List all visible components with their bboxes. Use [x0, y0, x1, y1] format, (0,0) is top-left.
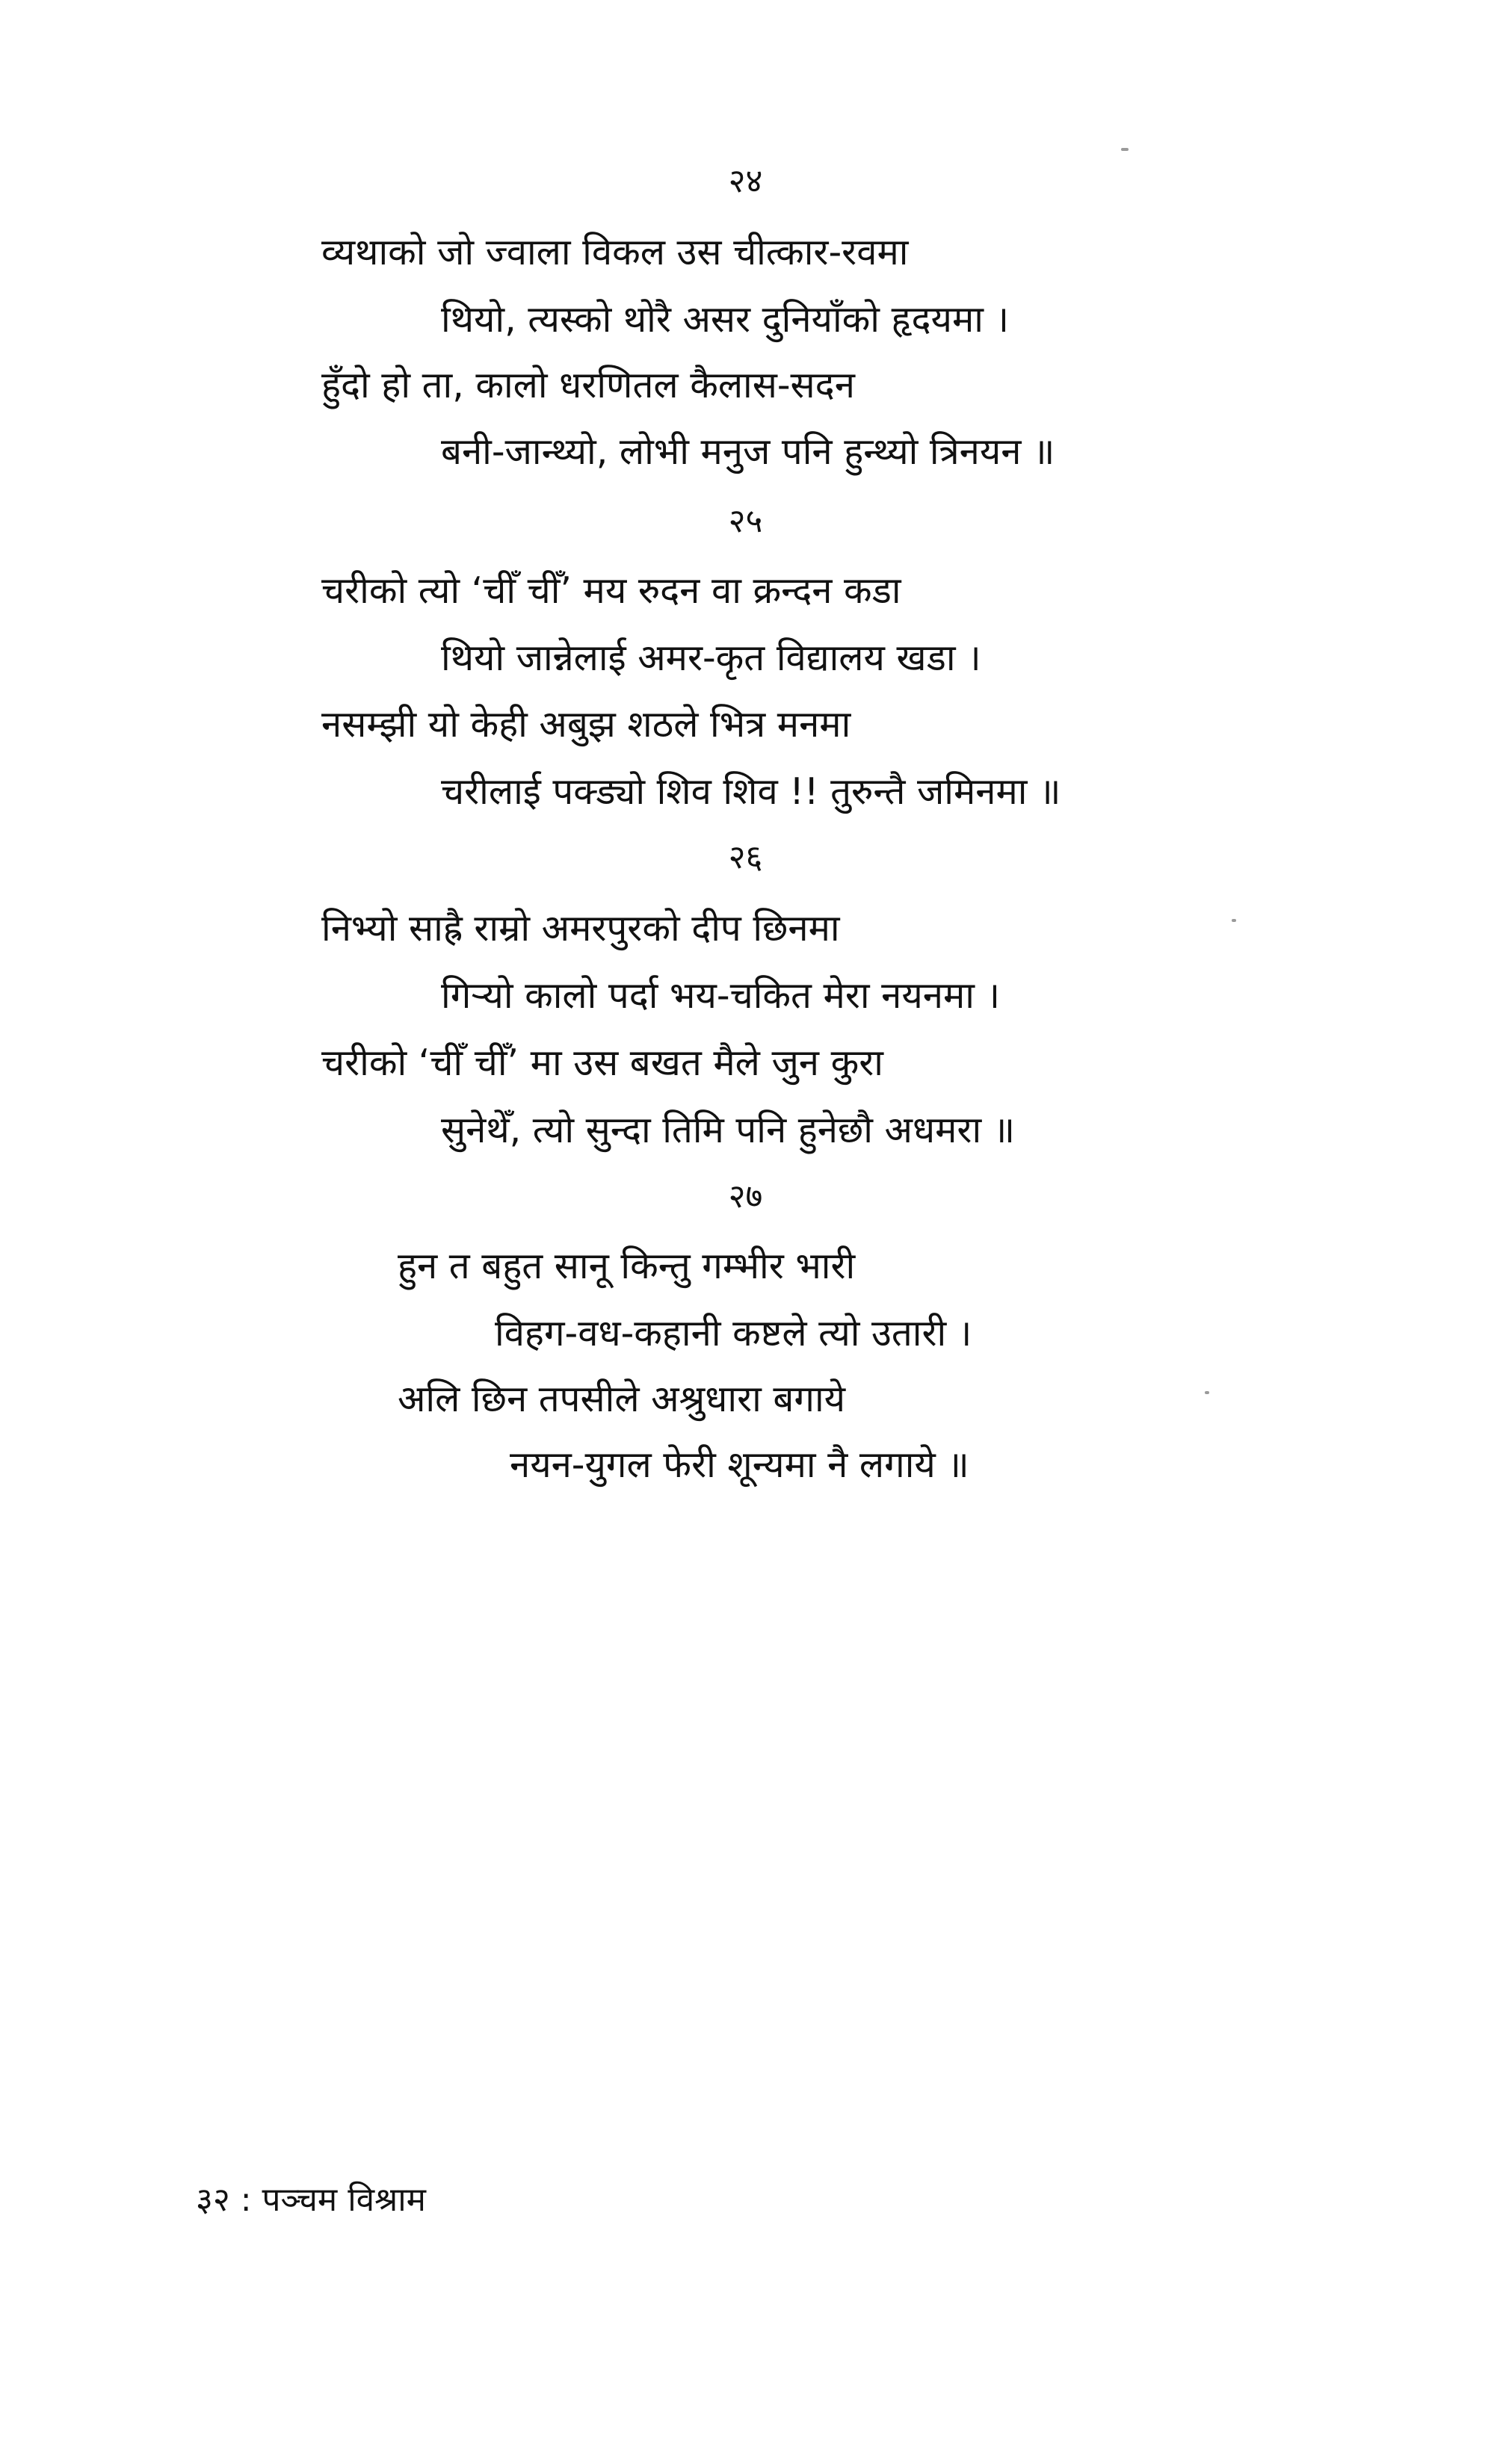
stanza-number: २७: [728, 1177, 763, 1216]
verse-line: विहग-वध-कहानी कष्टले त्यो उतारी ।: [495, 1312, 972, 1355]
verse-line: थियो जान्नेलाई अमर-कृत विद्यालय खडा ।: [441, 637, 981, 679]
verse-line: अलि छिन तपसीले अश्रुधारा बगाये: [398, 1378, 846, 1420]
verse-line: बनी-जान्थ्यो, लोभी मनुज पनि हुन्थ्यो त्रिनयन ॥: [441, 430, 1055, 473]
verse-line: नसम्झी यो केही अबुझ शठले भित्र मनमा: [321, 703, 851, 746]
verse-line: निभ्यो साह्रै राम्रो अमरपुरको दीप छिनमा: [321, 907, 840, 950]
stanza-number: २४: [728, 162, 763, 200]
verse-line: चरीलाई पक्ड्यो शिव शिव !! तुरुन्तै जमिनमा ॥: [441, 770, 1061, 813]
verse-line: गिऱ्यो कालो पर्दा भय-चकित मेरा नयनमा ।: [441, 974, 1001, 1017]
verse-line: हुँदो हो ता, कालो धरणितल कैलास-सदन: [321, 364, 855, 406]
stanza-number: २६: [728, 838, 763, 876]
stanza-number: २५: [728, 502, 763, 540]
verse-line: चरीको त्यो ‘चीँ चीँ’ मय रुदन वा क्रन्दन कडा: [321, 569, 901, 612]
verse-line: थियो, त्यस्को थोरै असर दुनियाँको हृदयमा ।: [441, 298, 1010, 341]
print-speck: [1232, 919, 1236, 922]
print-speck: [1205, 1391, 1209, 1394]
verse-line: हुन त बहुत सानू किन्तु गम्भीर भारी: [398, 1245, 856, 1287]
verse-line: चरीको ‘चीँ चीँ’ मा उस बखत मैले जुन कुरा: [321, 1041, 883, 1084]
page-footer: ३२ : पञ्चम विश्राम: [196, 2181, 426, 2219]
verse-line: व्यथाको जो ज्वाला विकल उस चीत्कार-रवमा: [321, 231, 909, 273]
verse-line: सुनेथेँ, त्यो सुन्दा तिमि पनि हुनेछौ अधमरा ॥: [441, 1109, 1016, 1151]
verse-line: नयन-युगल फेरी शून्यमा नै लगाये ॥: [510, 1443, 969, 1486]
print-speck: [1121, 148, 1129, 151]
